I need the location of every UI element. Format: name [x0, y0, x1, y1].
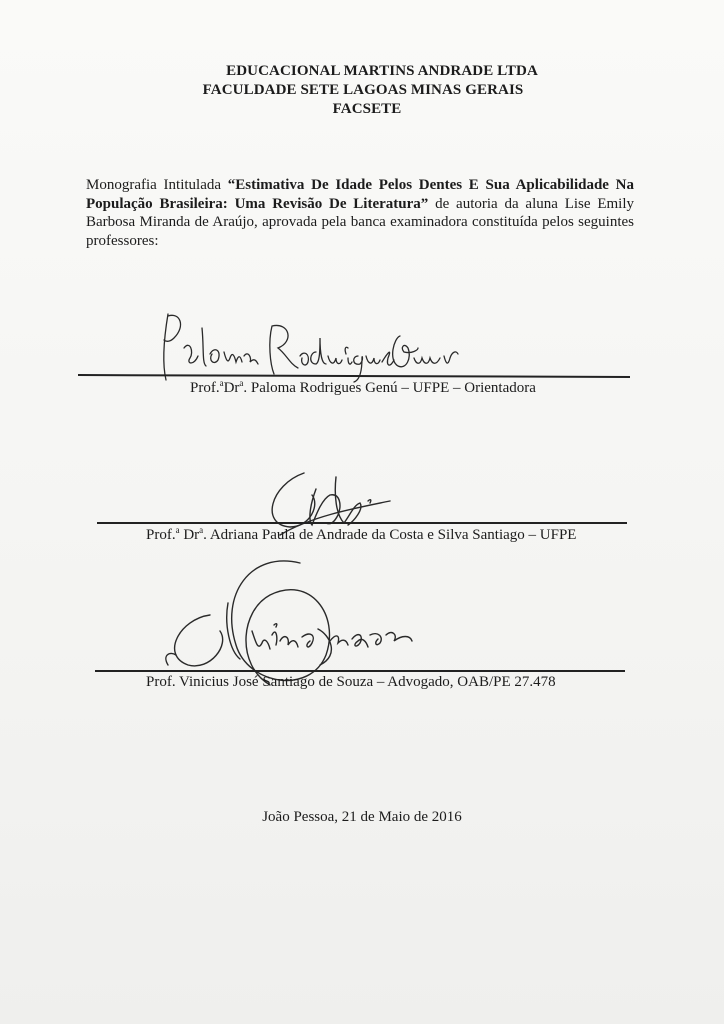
header-line-2: FACULDADE SETE LAGOAS MINAS GERAIS [202, 82, 524, 98]
examiner-3-caption: Prof. Vinicius José Santiago de Souza – Advogado, OAB/PE 27.478 [146, 674, 556, 690]
approval-paragraph [86, 176, 634, 250]
examiner-1-caption: Prof.$^a$Dr$^a$. Paloma Rodrigues Genú – UFPE – Orientadora [190, 378, 536, 396]
signature-3-handwriting [140, 555, 440, 715]
intro-prefix: Monografia Intitulada [86, 177, 228, 193]
header-line-1: EDUCACIONAL MARTINS ANDRADE LTDA [226, 63, 538, 79]
place-and-date: João Pessoa, 21 de Maio de 2016 [262, 809, 462, 825]
signature-line-2 [97, 522, 627, 524]
institution-header [0, 62, 724, 119]
intro-suffix: de autoria da aluna Lise Emily Barbosa Miranda de Araújo, aprovada pela banca examinadora constituída pelos seguintes professores: [86, 195, 635, 249]
examiner-2-caption: Prof.$^a$ Dr$^a$. Adriana Paula de Andrade da Costa e Silva Santiago – UFPE [146, 525, 577, 543]
monograph-title: “Estimativa De Idade Pelos Dentes E Sua Aplicabilidade Na População Brasileira: Uma Revisão De Literatura” [86, 177, 635, 212]
header-line-3: FACSETE [332, 101, 402, 117]
